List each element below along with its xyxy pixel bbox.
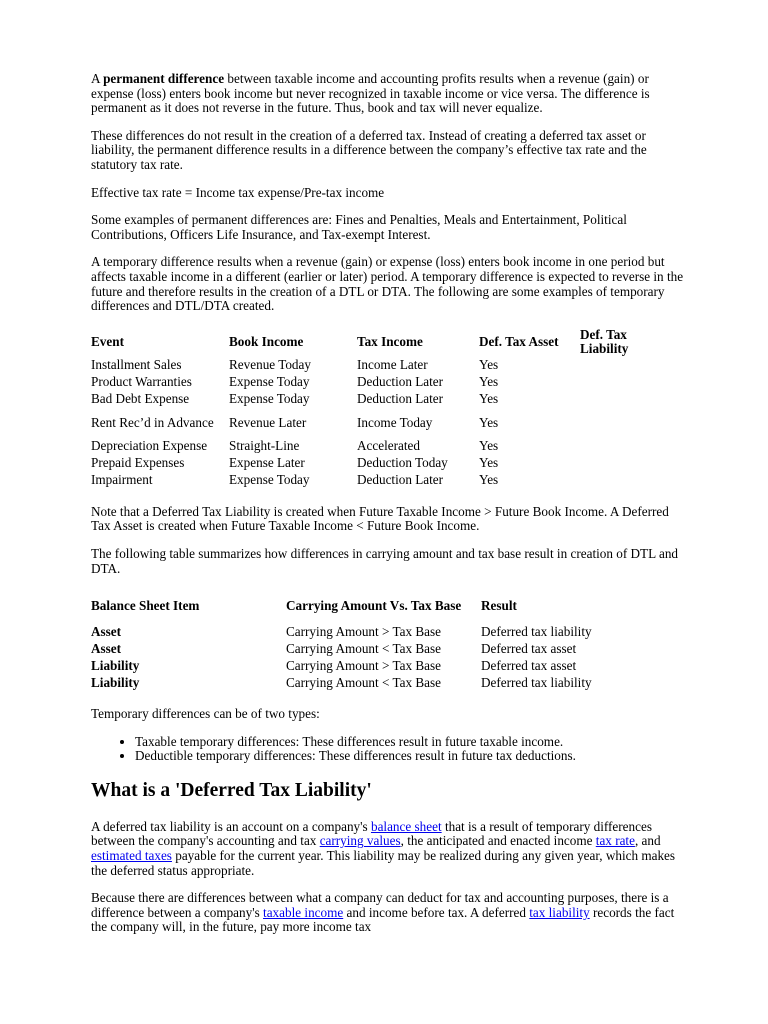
text-span: Because there are differences between what a company can deduct for tax and accounting purposes, there is a difference between a company's <box>91 890 669 920</box>
table-cell: Deduction Later <box>357 374 444 390</box>
table-cell: Deduction Today <box>357 455 448 471</box>
table-header-row <box>91 327 650 357</box>
table-cell: Deduction Later <box>357 391 444 407</box>
carrying-amount-table <box>91 589 641 691</box>
document-page <box>91 72 691 948</box>
table-cell: Yes <box>479 414 499 430</box>
table-cell <box>91 623 286 640</box>
table-cell: Accelerated <box>357 438 420 454</box>
table-cell: Bad Debt Expense <box>91 391 190 407</box>
table-cell: Deferred tax asset <box>481 657 577 673</box>
temporary-differences-table <box>91 327 650 489</box>
table-row <box>91 374 650 391</box>
table-cell: Revenue Later <box>229 414 307 430</box>
table-row <box>91 408 650 438</box>
table-cell: Carrying Amount > Tax Base <box>286 623 441 639</box>
bold-term: permanent difference <box>103 71 225 86</box>
table-cell <box>580 408 650 438</box>
text-span: A <box>91 71 104 86</box>
table-cell: Prepaid Expenses <box>91 455 185 471</box>
text-span: records the fact the company will, in the future, pay more income tax <box>91 904 675 935</box>
differences-paragraph <box>91 891 691 935</box>
text-span: between taxable income and accounting profits results when a revenue (gain) or expense (loss) enters book income but never recognized in taxable income or vice versa. The difference is permanent as it does not reverse in the future. Thus, book and tax will never equalize. <box>91 71 650 116</box>
balance-sheet-link[interactable]: balance sheet <box>370 818 442 834</box>
list-item: • Deductible temporary differences: These differences result in future tax deductions. <box>135 749 691 764</box>
table-row <box>91 391 650 408</box>
table-cell: Revenue Today <box>229 357 311 373</box>
tax-rate-link[interactable]: tax rate <box>595 833 635 849</box>
table-header-row <box>91 589 641 623</box>
table-cell: Expense Today <box>229 472 310 488</box>
temporary-difference-paragraph: A temporary difference results when a revenue (gain) or expense (loss) enters book income in one period but affects taxable income in a different (earlier or later) period. A temporary difference is expected to reverse in the future and therefore results in the creation of a DTL or DTA. The following are some examples of temporary differences and DTL/DTA created. <box>91 254 684 314</box>
summary-intro-paragraph: The following table summarizes how differences in carrying amount and tax base result in creation of DTL and DTA. <box>91 545 679 576</box>
estimated-taxes-link[interactable]: estimated taxes <box>91 848 172 864</box>
table-row <box>91 674 641 691</box>
text-span: , the anticipated and enacted income <box>400 833 596 849</box>
tax-liability-link[interactable]: tax liability <box>529 904 590 920</box>
carrying-values-link[interactable]: carrying values <box>319 833 401 849</box>
table-cell <box>580 374 650 391</box>
table-cell <box>580 472 650 489</box>
table-cell: Yes <box>479 357 499 373</box>
table-cell <box>580 455 650 472</box>
table-cell: Carrying Amount < Tax Base <box>286 674 441 690</box>
text-span: A deferred tax liability is an account on a company's <box>91 818 371 834</box>
effective-tax-rate-formula: Effective tax rate = Income tax expense/Pre-tax income <box>91 184 385 200</box>
table-cell: Carrying Amount > Tax Base <box>286 657 441 673</box>
permanent-examples-paragraph: Some examples of permanent differences are: Fines and Penalties, Meals and Entertainment, Political Contributions, Officers Life Insurance, and Tax-exempt Interest. <box>91 212 627 242</box>
table-cell <box>580 391 650 408</box>
table-row <box>91 438 650 455</box>
table-cell: Deduction Later <box>357 472 444 488</box>
table-cell: Carrying Amount < Tax Base <box>286 640 441 656</box>
column-header: Def. Tax Liability <box>580 326 629 356</box>
text-span: that is a result of temporary differences between the company's accounting and tax <box>91 818 652 849</box>
table-row <box>91 640 641 657</box>
table-cell: Yes <box>479 438 499 454</box>
table-cell: Impairment <box>91 472 153 488</box>
text-span: payable for the current year. This liability may be realized during any given year, which makes the deferred status appropriate. <box>91 848 676 878</box>
table-cell: Deferred tax asset <box>481 640 577 656</box>
table-cell: Deferred tax liability <box>481 674 592 690</box>
section-heading: What is a 'Deferred Tax Liability' <box>91 779 372 801</box>
table-cell: Income Today <box>357 414 433 430</box>
table-cell: Installment Sales <box>91 357 182 373</box>
table-row <box>91 472 650 489</box>
column-header: Book Income <box>229 333 304 349</box>
text-span: and income before tax. A deferred <box>343 904 530 920</box>
balance-sheet-item: Liability <box>91 657 140 673</box>
table-cell <box>580 438 650 455</box>
table-cell <box>580 357 650 374</box>
table-cell: Product Warranties <box>91 374 192 390</box>
table-row <box>91 357 650 374</box>
balance-sheet-item: Liability <box>91 674 140 690</box>
types-intro-paragraph: Temporary differences can be of two types: <box>91 706 320 722</box>
deferred-tax-liability-paragraph <box>91 820 691 878</box>
table-cell: Expense Later <box>229 455 305 471</box>
column-header: Event <box>91 333 124 349</box>
table-cell: Expense Today <box>229 391 310 407</box>
table-row <box>91 657 641 674</box>
table-cell: Yes <box>479 455 499 471</box>
table-cell: Income Later <box>357 357 428 373</box>
table-cell: Straight-Line <box>229 438 300 454</box>
table-cell: Yes <box>479 472 499 488</box>
table-cell <box>91 657 286 674</box>
types-list <box>91 735 691 764</box>
balance-sheet-item: Asset <box>91 623 122 639</box>
deferred-tax-paragraph: These differences do not result in the creation of a deferred tax. Instead of creating a deferred tax asset or liability, the permanent difference results in a difference between the company’s effective tax rate and the statutory tax rate. <box>91 127 647 172</box>
permanent-difference-paragraph <box>91 72 691 116</box>
table-row <box>91 455 650 472</box>
table-cell: Yes <box>479 391 499 407</box>
balance-sheet-item: Asset <box>91 640 122 656</box>
column-header: Tax Income <box>357 333 423 349</box>
column-header: Carrying Amount Vs. Tax Base <box>286 598 462 614</box>
table-cell: Yes <box>479 374 499 390</box>
dtl-dta-note-paragraph: Note that a Deferred Tax Liability is created when Future Taxable Income > Future Book Income. A Deferred Tax Asset is created when Future Taxable Income < Future Book Income. <box>91 503 669 534</box>
table-cell <box>91 640 286 657</box>
taxable-income-link[interactable]: taxable income <box>263 904 344 920</box>
table-cell: Deferred tax liability <box>481 623 592 639</box>
text-span: , and <box>634 833 661 849</box>
table-cell: Depreciation Expense <box>91 438 208 454</box>
column-header: Balance Sheet Item <box>91 598 200 614</box>
table-cell: Rent Rec’d in Advance <box>91 414 214 430</box>
list-item: • Taxable temporary differences: These differences result in future taxable income. <box>135 735 691 750</box>
table-row <box>91 623 641 640</box>
column-header: Result <box>481 598 517 614</box>
table-cell <box>91 674 286 691</box>
table-cell: Expense Today <box>229 374 310 390</box>
column-header: Def. Tax Asset <box>479 333 559 349</box>
